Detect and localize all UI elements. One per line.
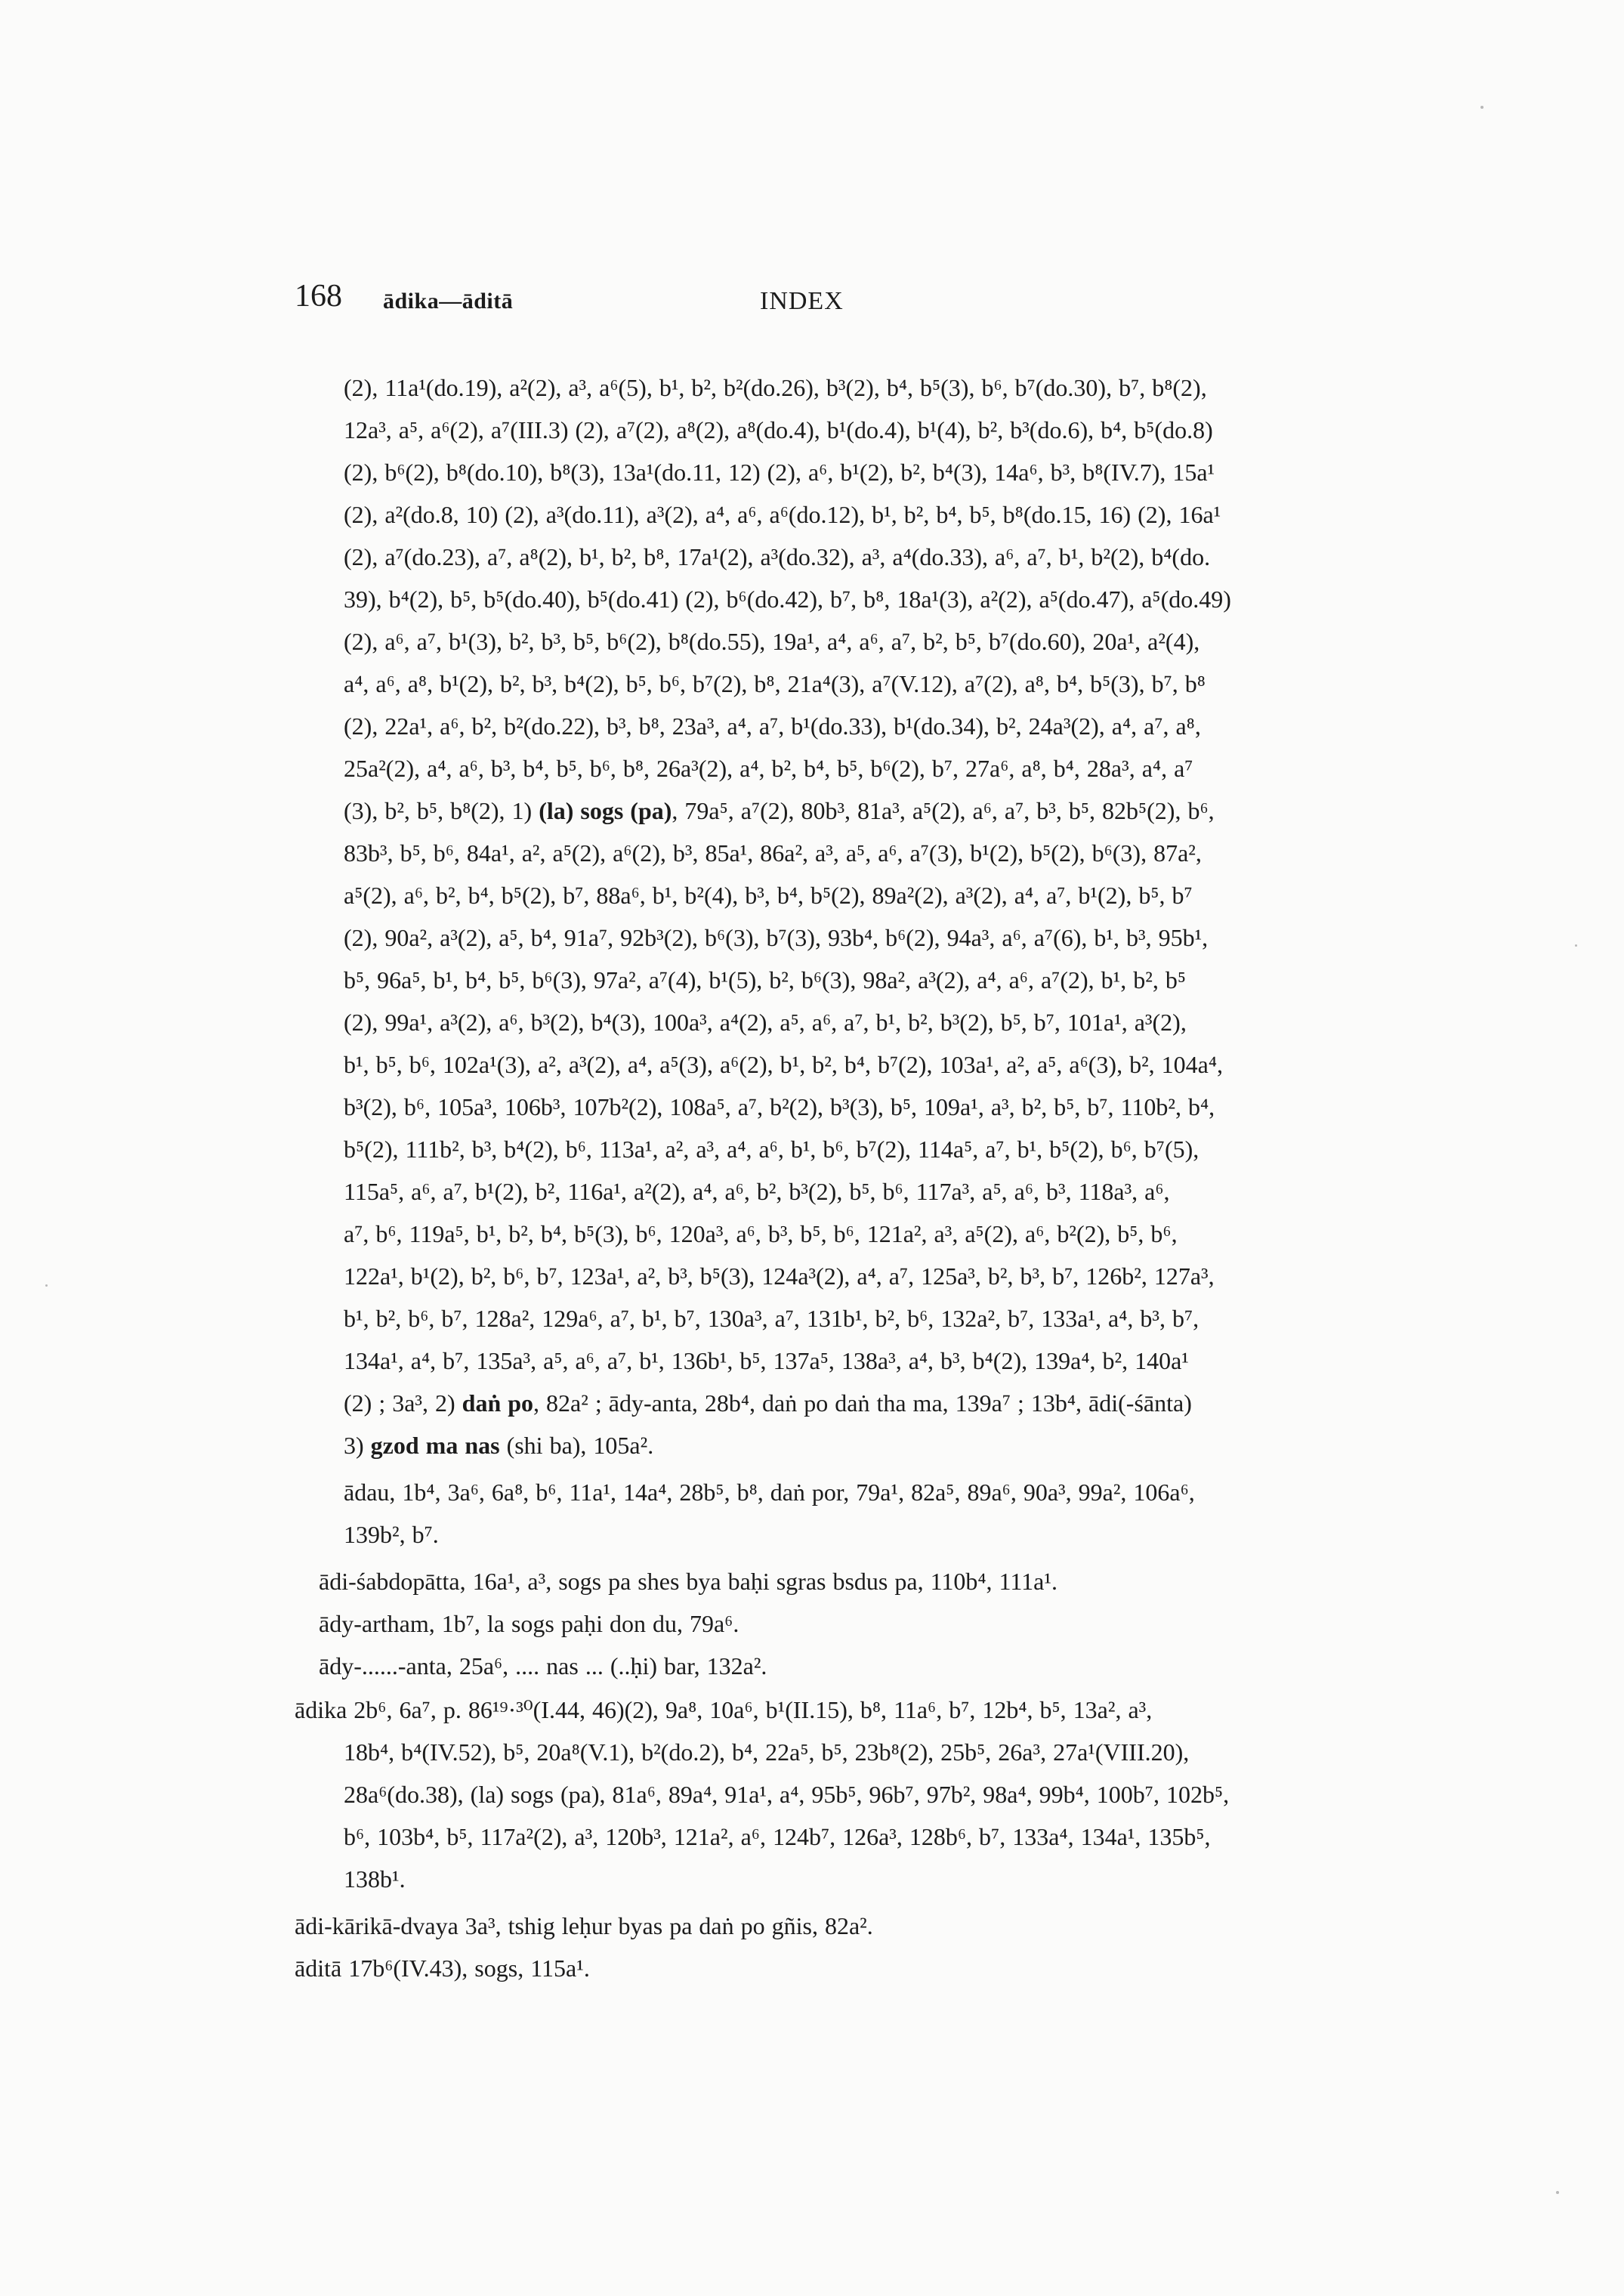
- index-line: 138b¹.: [344, 1865, 406, 1893]
- index-line: 39), b⁴(2), b⁵, b⁵(do.40), b⁵(do.41) (2), b⁶(do.42), b⁷, b⁸, 18a¹(3), a²(2), a⁵(do.47), a⁵(do.49): [344, 586, 1231, 613]
- scan-speck: [45, 1284, 48, 1287]
- index-line: (2) ; 3a³, 2) daṅ po, 82a² ; ādy-anta, 28b⁴, daṅ po daṅ tha ma, 139a⁷ ; 13b⁴, ādi(-śānta): [344, 1389, 1192, 1417]
- index-line: b³(2), b⁶, 105a³, 106b³, 107b²(2), 108a⁵, a⁷, b²(2), b³(3), b⁵, 109a¹, a³, b², b⁵, b⁷, 110b², b⁴,: [344, 1093, 1215, 1120]
- scan-speck: [1575, 944, 1577, 947]
- index-line: (2), 11a¹(do.19), a²(2), a³, a⁶(5), b¹, b², b²(do.26), b³(2), b⁴, b⁵(3), b⁶, b⁷(do.30), b⁷, b⁸(2),: [344, 374, 1207, 401]
- index-line: (2), 99a¹, a³(2), a⁶, b³(2), b⁴(3), 100a³, a⁴(2), a⁵, a⁶, a⁷, b¹, b², b³(2), b⁵, b⁷, 101a¹, a³(2),: [344, 1009, 1187, 1036]
- index-line: 83b³, b⁵, b⁶, 84a¹, a², a⁵(2), a⁶(2), b³, 85a¹, 86a², a³, a⁵, a⁶, a⁷(3), b¹(2), b⁵(2), b⁶(3), 87a²,: [344, 839, 1202, 867]
- index-line: b⁵(2), 111b², b³, b⁴(2), b⁶, 113a¹, a², a³, a⁴, a⁶, b¹, b⁶, b⁷(2), 114a⁵, a⁷, b¹, b⁵(2), b⁶, b⁷(5),: [344, 1136, 1199, 1163]
- page-heading: INDEX: [760, 287, 844, 315]
- index-line: (2), a²(do.8, 10) (2), a³(do.11), a³(2), a⁴, a⁶, a⁶(do.12), b¹, b², b⁴, b⁵, b⁸(do.15, 16) (2), 16a¹: [344, 501, 1221, 528]
- scan-speck: [1480, 106, 1484, 109]
- index-line: a⁵(2), a⁶, b², b⁴, b⁵(2), b⁷, 88a⁶, b¹, b²(4), b³, b⁴, b⁵(2), 89a²(2), a³(2), a⁴, a⁷, b¹(2), b⁵, b⁷: [344, 882, 1193, 909]
- index-line: āditā 17b⁶(IV.43), sogs, 115a¹.: [295, 1955, 590, 1982]
- index-line: a⁴, a⁶, a⁸, b¹(2), b², b³, b⁴(2), b⁵, b⁶, b⁷(2), b⁸, 21a⁴(3), a⁷(V.12), a⁷(2), a⁸, b⁴, b⁵(3), b⁷, b⁸: [344, 670, 1206, 697]
- index-line: b⁶, 103b⁴, b⁵, 117a²(2), a³, 120b³, 121a², a⁶, 124b⁷, 126a³, 128b⁶, b⁷, 133a⁴, 134a¹, 135b⁵,: [344, 1823, 1211, 1850]
- index-line: (3), b², b⁵, b⁸(2), 1) (la) sogs (pa), 79a⁵, a⁷(2), 80b³, 81a³, a⁵(2), a⁶, a⁷, b³, b⁵, 82b⁵(2), b⁶,: [344, 797, 1215, 824]
- index-line: (2), a⁷(do.23), a⁷, a⁸(2), b¹, b², b⁸, 17a¹(2), a³(do.32), a³, a⁴(do.33), a⁶, a⁷, b¹, b²(2), b⁴(do.: [344, 543, 1211, 570]
- index-line: 115a⁵, a⁶, a⁷, b¹(2), b², 116a¹, a²(2), a⁴, a⁶, b², b³(2), b⁵, b⁶, 117a³, a⁵, a⁶, b³, 118a³, a⁶,: [344, 1178, 1170, 1205]
- index-line: 12a³, a⁵, a⁶(2), a⁷(III.3) (2), a⁷(2), a⁸(2), a⁸(do.4), b¹(do.4), b¹(4), b², b³(do.6), b⁴, b⁵(do.8): [344, 416, 1213, 443]
- index-line: (2), b⁶(2), b⁸(do.10), b⁸(3), 13a¹(do.11, 12) (2), a⁶, b¹(2), b², b⁴(3), 14a⁶, b³, b⁸(IV.7), 15a¹: [344, 459, 1215, 486]
- index-line: 122a¹, b¹(2), b², b⁶, b⁷, 123a¹, a², b³, b⁵(3), 124a³(2), a⁴, a⁷, 125a³, b², b³, b⁷, 126b², 127a³,: [344, 1262, 1215, 1290]
- index-line: ādy-artham, 1b⁷, la sogs paḥi don du, 79a⁶.: [319, 1610, 739, 1637]
- running-head: ādika—āditā: [383, 289, 514, 314]
- index-line: ādy-......-anta, 25a⁶, .... nas ... (..ḥi) bar, 132a².: [319, 1652, 767, 1680]
- page-header: [295, 278, 1352, 323]
- index-line: b¹, b⁵, b⁶, 102a¹(3), a², a³(2), a⁴, a⁵(3), a⁶(2), b¹, b², b⁴, b⁷(2), 103a¹, a², a⁵, a⁶(3), b², 104a⁴,: [344, 1051, 1224, 1078]
- index-line: ādi-śabdopātta, 16a¹, a³, sogs pa shes bya baḥi sgras bsdus pa, 110b⁴, 111a¹.: [319, 1568, 1057, 1595]
- index-line: 3) gzod ma nas (shi ba), 105a².: [344, 1432, 654, 1459]
- index-line: ādika 2b⁶, 6a⁷, p. 86¹⁹·³⁰(I.44, 46)(2), 9a⁸, 10a⁶, b¹(II.15), b⁸, 11a⁶, b⁷, 12b⁴, b⁵, 13a², a³,: [295, 1696, 1153, 1723]
- index-line: b⁵, 96a⁵, b¹, b⁴, b⁵, b⁶(3), 97a², a⁷(4), b¹(5), b², b⁶(3), 98a², a³(2), a⁴, a⁶, a⁷(2), b¹, b², b⁵: [344, 966, 1186, 993]
- index-line: b¹, b², b⁶, b⁷, 128a², 129a⁶, a⁷, b¹, b⁷, 130a³, a⁷, 131b¹, b², b⁶, 132a², b⁷, 133a¹, a⁴, b³, b⁷,: [344, 1305, 1199, 1332]
- scan-speck: [1556, 2191, 1559, 2194]
- index-line: 28a⁶(do.38), (la) sogs (pa), 81a⁶, 89a⁴, 91a¹, a⁴, 95b⁵, 96b⁷, 97b², 98a⁴, 99b⁴, 100b⁷, 102b⁵,: [344, 1781, 1230, 1808]
- index-line: 139b², b⁷.: [344, 1521, 439, 1548]
- page-number: 168: [295, 279, 342, 314]
- index-line: a⁷, b⁶, 119a⁵, b¹, b², b⁴, b⁵(3), b⁶, 120a³, a⁶, b³, b⁵, b⁶, 121a², a³, a⁵(2), a⁶, b²(2), b⁵, b⁶,: [344, 1220, 1178, 1247]
- index-line: ādau, 1b⁴, 3a⁶, 6a⁸, b⁶, 11a¹, 14a⁴, 28b⁵, b⁸, daṅ por, 79a¹, 82a⁵, 89a⁶, 90a³, 99a², 106a⁶,: [344, 1479, 1195, 1506]
- index-line: (2), a⁶, a⁷, b¹(3), b², b³, b⁵, b⁶(2), b⁸(do.55), 19a¹, a⁴, a⁶, a⁷, b², b⁵, b⁷(do.60), 20a¹, a²(4),: [344, 628, 1200, 655]
- index-line: (2), 90a², a³(2), a⁵, b⁴, 91a⁷, 92b³(2), b⁶(3), b⁷(3), 93b⁴, b⁶(2), 94a³, a⁶, a⁷(6), b¹, b³, 95b¹,: [344, 924, 1209, 951]
- index-line: ādi-kārikā-dvaya 3a³, tshig leḥur byas pa daṅ po gñis, 82a².: [295, 1912, 873, 1939]
- index-line: (2), 22a¹, a⁶, b², b²(do.22), b³, b⁸, 23a³, a⁴, a⁷, b¹(do.33), b¹(do.34), b², 24a³(2), a⁴, a⁷, a⁸,: [344, 712, 1201, 740]
- index-line: 134a¹, a⁴, b⁷, 135a³, a⁵, a⁶, a⁷, b¹, 136b¹, b⁵, 137a⁵, 138a³, a⁴, b³, b⁴(2), 139a⁴, b², 140a¹: [344, 1347, 1189, 1374]
- index-line: 18b⁴, b⁴(IV.52), b⁵, 20a⁸(V.1), b²(do.2), b⁴, 22a⁵, b⁵, 23b⁸(2), 25b⁵, 26a³, 27a¹(VIII.20),: [344, 1738, 1190, 1766]
- index-line: 25a²(2), a⁴, a⁶, b³, b⁴, b⁵, b⁶, b⁸, 26a³(2), a⁴, b², b⁴, b⁵, b⁶(2), b⁷, 27a⁶, a⁸, b⁴, 28a³, a⁴, a⁷: [344, 755, 1193, 782]
